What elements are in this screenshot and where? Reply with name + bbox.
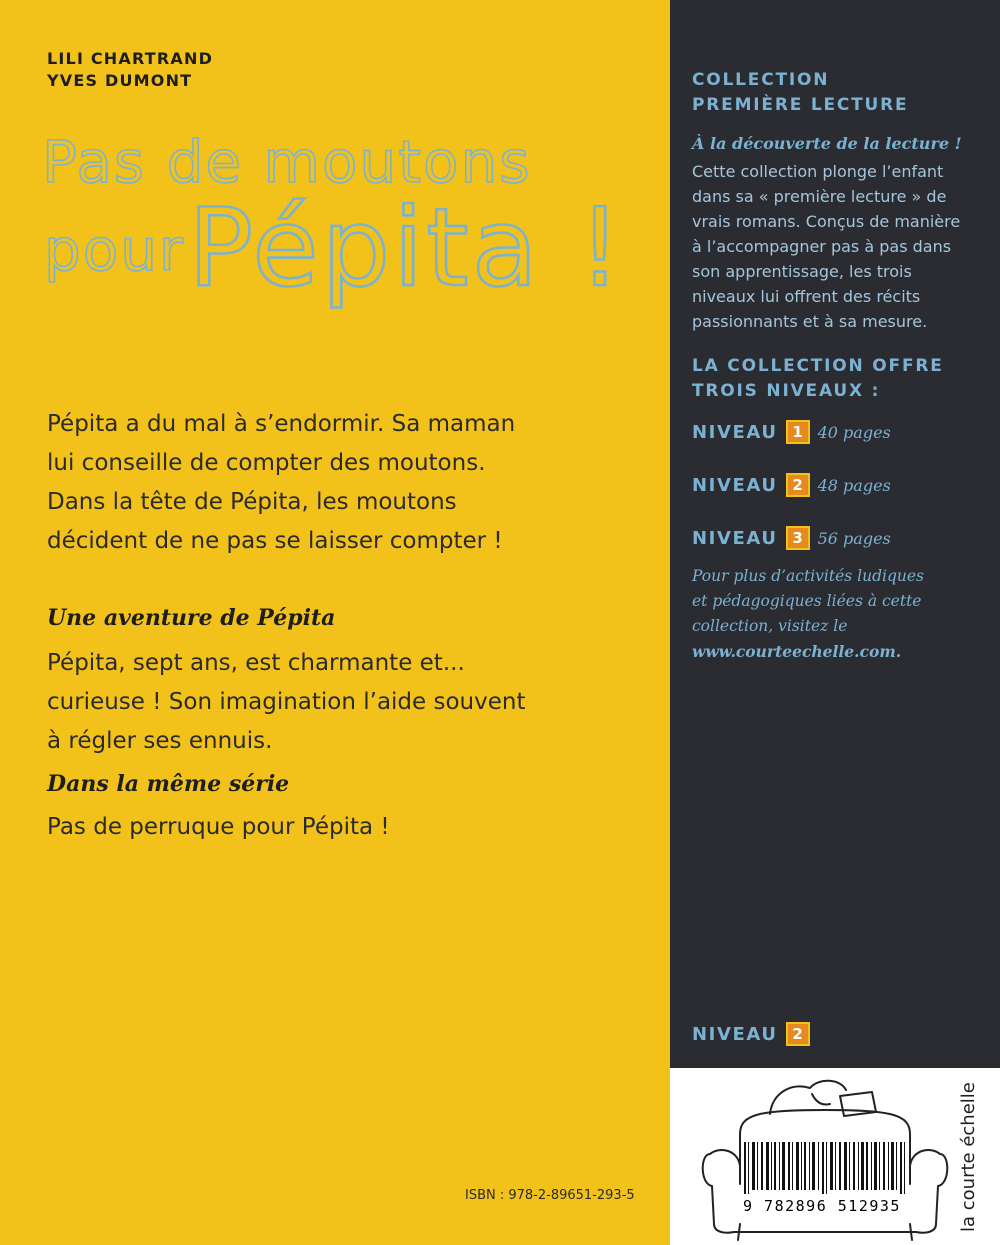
level-pages: 56 pages [817,528,891,548]
publisher-logo: la courte échelle [958,1082,979,1232]
collection-heading [692,68,908,118]
authors [47,48,213,92]
adventure-description [47,644,526,761]
levels-heading-line: TROIS NIVEAUX : [692,381,881,401]
level-pages: 48 pages [817,475,891,495]
more-info [692,564,924,664]
level-label: NIVEAU [692,1023,778,1045]
level-row-3 [692,526,891,550]
level-label: NIVEAU [692,421,778,443]
current-level [692,1022,810,1046]
collection-desc-line: dans sa « première lecture » de [692,187,947,206]
level-pages: 40 pages [817,422,891,442]
more-info-line: Pour plus d’activités ludiques [692,567,925,585]
adventure-heading: Une aventure de Pépita [47,605,336,631]
levels-heading [692,354,944,404]
collection-desc-line: son apprentissage, les trois [692,262,912,281]
blurb-line: lui conseille de compter des moutons. [47,450,486,476]
level-row-1 [692,420,891,444]
collection-intro: À la découverte de la lecture ! [692,134,962,153]
level-badge: 1 [786,420,810,444]
series-heading: Dans la même série [47,771,290,797]
adventure-line: à régler ses ennuis. [47,728,273,754]
level-badge: 3 [786,526,810,550]
barcode [744,1142,905,1194]
title-line-1: Pas de moutons [42,128,532,196]
sofa-back [740,1110,910,1134]
adventure-line: curieuse ! Son imagination l’aide souvent [47,689,526,715]
collection-desc-line: vrais romans. Conçus de manière [692,212,961,231]
level-row-2 [692,473,891,497]
blurb [47,405,515,561]
level-badge: 2 [786,1022,810,1046]
adventure-line: Pépita, sept ans, est charmante et... [47,650,465,676]
level-label: NIVEAU [692,474,778,496]
barcode-number: 9 782896 512935 [743,1197,901,1215]
collection-desc-line: Cette collection plonge l’enfant [692,162,944,181]
blurb-line: Pépita a du mal à s’endormir. Sa maman [47,411,516,437]
isbn: ISBN : 978-2-89651-293-5 [465,1188,635,1203]
website-link[interactable]: www.courteechelle.com. [692,642,902,661]
author-2: YVES DUMONT [47,71,193,90]
blurb-line: décident de ne pas se laisser compter ! [47,528,503,554]
hair-icon [770,1081,846,1114]
level-label: NIVEAU [692,527,778,549]
more-info-line: et pédagogiques liées à cette [692,592,922,610]
collection-description [692,159,960,334]
collection-desc-line: passionnants et à sa mesure. [692,312,928,331]
levels-heading-line: LA COLLECTION OFFRE [692,356,944,376]
more-info-line: collection, visitez le [692,617,848,635]
collection-desc-line: niveaux lui offrent des récits [692,287,921,306]
level-badge: 2 [786,473,810,497]
title-line-2-prefix: pour [44,216,185,284]
collection-desc-line: à l’accompagner pas à pas dans [692,237,952,256]
collection-heading-line: PREMIÈRE LECTURE [692,95,909,115]
sofa-illustration [700,1074,950,1242]
author-1: LILI CHARTRAND [47,49,214,68]
collection-heading-line: COLLECTION [692,70,830,90]
blurb-line: Dans la tête de Pépita, les moutons [47,489,457,515]
title-line-2-main: Pépita ! [188,186,625,311]
series-item: Pas de perruque pour Pépita ! [47,814,390,840]
series-list [47,808,390,847]
